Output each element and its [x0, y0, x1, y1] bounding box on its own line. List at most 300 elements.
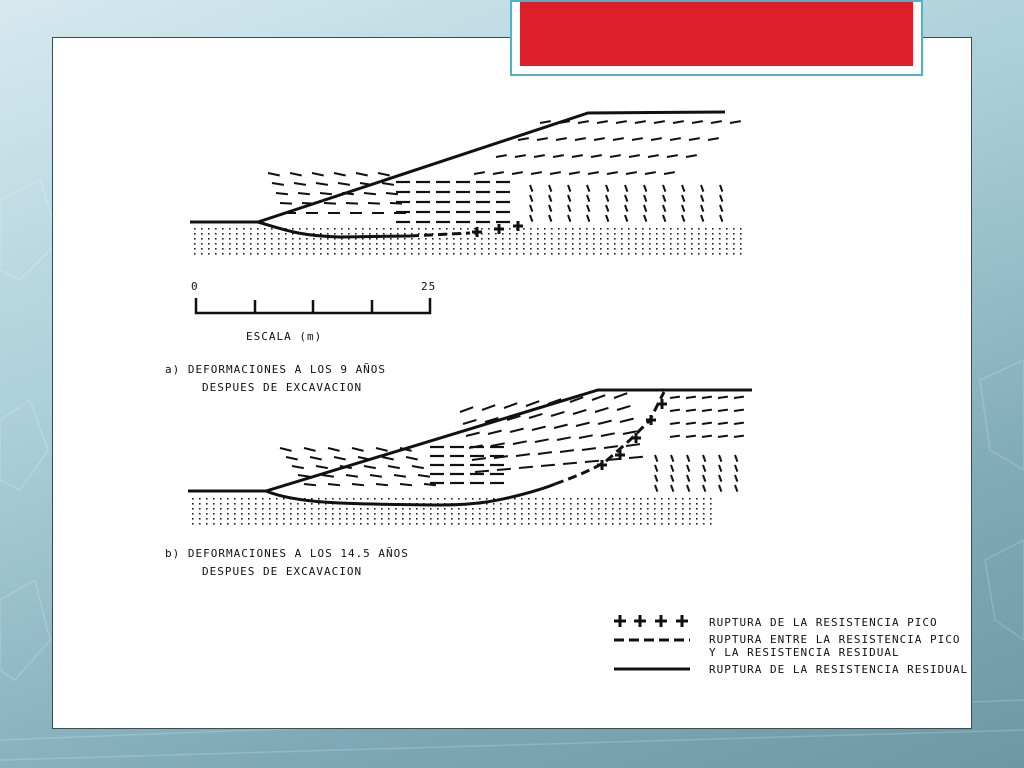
foundation-dot [430, 508, 432, 510]
foundation-dot [355, 253, 357, 255]
foundation-dot [577, 508, 579, 510]
foundation-dot [621, 253, 623, 255]
foundation-dot [698, 253, 700, 255]
foundation-dot [530, 253, 532, 255]
foundation-dot [486, 508, 488, 510]
foundation-dot [698, 248, 700, 250]
foundation-dot [418, 248, 420, 250]
foundation-dot [647, 503, 649, 505]
foundation-dot [306, 243, 308, 245]
foundation-dot [360, 513, 362, 515]
foundation-dot [677, 233, 679, 235]
foundation-dot [544, 243, 546, 245]
foundation-dot [248, 503, 250, 505]
foundation-dot [598, 503, 600, 505]
foundation-dot [411, 248, 413, 250]
foundation-dot [507, 508, 509, 510]
foundation-dot [299, 243, 301, 245]
foundation-dot [733, 248, 735, 250]
foundation-dot [528, 503, 530, 505]
foundation-dot [670, 233, 672, 235]
foundation-dot [696, 498, 698, 500]
foundation-dot [656, 243, 658, 245]
foundation-dot [290, 508, 292, 510]
foundation-dot [397, 238, 399, 240]
foundation-dot [696, 518, 698, 520]
foundation-dot [654, 513, 656, 515]
foundation-dot [619, 498, 621, 500]
deformation-dash [663, 215, 665, 222]
foundation-dot [367, 518, 369, 520]
foundation-dot [591, 523, 593, 525]
foundation-dot [635, 248, 637, 250]
foundation-dot [598, 513, 600, 515]
deformation-dash [606, 195, 608, 202]
foundation-dot [502, 248, 504, 250]
foundation-dot [395, 508, 397, 510]
foundation-dot [710, 498, 712, 500]
foundation-dot [395, 518, 397, 520]
foundation-dot [584, 508, 586, 510]
deformation-dash [328, 484, 340, 485]
deformation-dash [482, 405, 495, 410]
foundation-dot [206, 503, 208, 505]
deformation-dash [667, 155, 678, 157]
foundation-dot [397, 253, 399, 255]
foundation-dot [642, 228, 644, 230]
deformation-dash [530, 205, 532, 212]
foundation-dot [633, 518, 635, 520]
foundation-dot [425, 243, 427, 245]
deformation-dash [687, 475, 689, 482]
foundation-dot [565, 243, 567, 245]
deformation-dash [735, 485, 737, 492]
foundation-dot [607, 243, 609, 245]
foundation-dot [360, 508, 362, 510]
foundation-dot [733, 228, 735, 230]
foundation-dot [528, 508, 530, 510]
foundation-dot [206, 523, 208, 525]
foundation-dot [201, 243, 203, 245]
deformation-dash [620, 419, 634, 422]
foundation-dot [677, 248, 679, 250]
deformation-dash [592, 395, 605, 400]
foundation-dot [682, 513, 684, 515]
foundation-dot [486, 498, 488, 500]
foundation-dot [549, 503, 551, 505]
foundation-dot [684, 243, 686, 245]
deformation-dash [644, 215, 646, 222]
foundation-dot [612, 513, 614, 515]
foundation-dot [383, 248, 385, 250]
foundation-dot [691, 253, 693, 255]
foundation-dot [537, 253, 539, 255]
foundation-dot [635, 233, 637, 235]
deformation-dash [703, 475, 705, 482]
foundation-dot [549, 508, 551, 510]
diagram-b-residual-rupture-line [266, 484, 555, 505]
deformation-dash [670, 436, 680, 437]
foundation-dot [472, 513, 474, 515]
foundation-dot [703, 513, 705, 515]
legend-residual-label: RUPTURA DE LA RESISTENCIA RESIDUAL [709, 663, 969, 676]
foundation-dot [334, 253, 336, 255]
foundation-dot [691, 248, 693, 250]
foundation-dot [633, 498, 635, 500]
deformation-dash [735, 455, 737, 462]
deformation-dash [663, 205, 665, 212]
foundation-dot [621, 238, 623, 240]
deformation-dash [504, 403, 517, 408]
foundation-dot [619, 513, 621, 515]
deformation-dash [491, 443, 505, 446]
foundation-dot [192, 518, 194, 520]
foundation-dot [633, 513, 635, 515]
deformation-dash [334, 457, 346, 460]
deformation-dash [734, 410, 744, 411]
foundation-dot [628, 233, 630, 235]
foundation-dot [299, 238, 301, 240]
foundation-dot [215, 228, 217, 230]
deformation-dash [378, 173, 390, 176]
foundation-dot [243, 233, 245, 235]
foundation-dot [292, 228, 294, 230]
deformation-dash [718, 410, 728, 411]
foundation-dot [453, 228, 455, 230]
foundation-dot [710, 513, 712, 515]
foundation-dot [551, 228, 553, 230]
foundation-dot [649, 243, 651, 245]
foundation-dot [661, 498, 663, 500]
foundation-dot [227, 518, 229, 520]
foundation-dot [605, 518, 607, 520]
deformation-dash [556, 138, 567, 140]
foundation-dot [402, 523, 404, 525]
foundation-dot [451, 523, 453, 525]
foundation-dot [283, 513, 285, 515]
foundation-dot [458, 498, 460, 500]
foundation-dot [460, 243, 462, 245]
foundation-dot [495, 243, 497, 245]
foundation-dot [740, 248, 742, 250]
deformation-dash [572, 155, 583, 157]
foundation-dot [523, 228, 525, 230]
foundation-dot [285, 248, 287, 250]
foundation-dot [313, 253, 315, 255]
foundation-dot [409, 498, 411, 500]
foundation-dot [297, 513, 299, 515]
foundation-dot [479, 498, 481, 500]
deformation-dash [604, 446, 618, 448]
deformation-dash [466, 433, 480, 436]
foundation-dot [668, 513, 670, 515]
foundation-dot [388, 513, 390, 515]
foundation-dot [521, 513, 523, 515]
foundation-dot [360, 523, 362, 525]
foundation-dot [640, 503, 642, 505]
foundation-dot [234, 518, 236, 520]
foundation-dot [192, 498, 194, 500]
foundation-dot [278, 233, 280, 235]
deformation-dash [540, 121, 551, 123]
foundation-dot [635, 253, 637, 255]
foundation-dot [682, 518, 684, 520]
foundation-dot [605, 513, 607, 515]
foundation-dot [213, 503, 215, 505]
foundation-dot [530, 228, 532, 230]
foundation-dot [332, 523, 334, 525]
foundation-dot [640, 513, 642, 515]
foundation-dot [488, 253, 490, 255]
foundation-dot [276, 518, 278, 520]
foundation-dot [488, 243, 490, 245]
foundation-dot [565, 248, 567, 250]
foundation-dot [577, 513, 579, 515]
foundation-dot [661, 518, 663, 520]
deformation-dash [663, 195, 665, 202]
foundation-dot [586, 253, 588, 255]
foundation-dot [451, 518, 453, 520]
foundation-dot [495, 238, 497, 240]
foundation-dot [626, 503, 628, 505]
deformation-dash [530, 195, 532, 202]
foundation-dot [628, 248, 630, 250]
foundation-dot [577, 503, 579, 505]
foundation-dot [199, 503, 201, 505]
foundation-dot [600, 253, 602, 255]
foundation-dot [241, 498, 243, 500]
foundation-dot [535, 518, 537, 520]
deformation-dash [671, 455, 673, 462]
foundation-dot [535, 508, 537, 510]
foundation-dot [712, 243, 714, 245]
foundation-dot [675, 498, 677, 500]
foundation-dot [661, 523, 663, 525]
deformation-dash [386, 193, 398, 194]
foundation-dot [313, 238, 315, 240]
foundation-dot [437, 513, 439, 515]
deformation-dash [493, 172, 504, 174]
deformation-dash [718, 423, 728, 424]
foundation-dot [374, 513, 376, 515]
foundation-dot [374, 498, 376, 500]
foundation-dot [353, 508, 355, 510]
deformation-dash [412, 466, 424, 468]
foundation-dot [586, 233, 588, 235]
foundation-dot [416, 498, 418, 500]
foundation-dot [500, 503, 502, 505]
foundation-dot [740, 228, 742, 230]
foundation-dot [719, 243, 721, 245]
foundation-dot [376, 243, 378, 245]
deformation-dash [686, 436, 696, 437]
foundation-dot [227, 503, 229, 505]
foundation-dot [654, 498, 656, 500]
deformation-dash [720, 185, 722, 192]
foundation-dot [535, 498, 537, 500]
foundation-dot [430, 518, 432, 520]
deformation-dash [538, 452, 552, 454]
foundation-dot [563, 508, 565, 510]
deformation-dash [645, 172, 656, 174]
foundation-dot [551, 243, 553, 245]
foundation-dot [234, 498, 236, 500]
foundation-dot [215, 238, 217, 240]
foundation-dot [710, 503, 712, 505]
foundation-dot [572, 253, 574, 255]
foundation-dot [311, 518, 313, 520]
foundation-dot [668, 498, 670, 500]
deformation-dash [625, 215, 627, 222]
foundation-dot [388, 498, 390, 500]
foundation-dot [297, 508, 299, 510]
foundation-dot [647, 498, 649, 500]
foundation-dot [311, 498, 313, 500]
foundation-dot [542, 513, 544, 515]
foundation-dot [383, 233, 385, 235]
foundation-dot [269, 523, 271, 525]
foundation-dot [215, 233, 217, 235]
foundation-dot [698, 238, 700, 240]
foundation-dot [236, 233, 238, 235]
foundation-dot [376, 238, 378, 240]
deformation-dash [708, 138, 719, 140]
foundation-dot [628, 253, 630, 255]
deformation-dash [585, 461, 599, 462]
foundation-dot [654, 523, 656, 525]
foundation-dot [262, 503, 264, 505]
foundation-dot [556, 513, 558, 515]
foundation-dot [206, 498, 208, 500]
foundation-dot [381, 513, 383, 515]
deformation-dash [286, 457, 298, 460]
foundation-dot [437, 508, 439, 510]
foundation-dot [537, 233, 539, 235]
foundation-dot [257, 228, 259, 230]
foundation-dot [486, 513, 488, 515]
foundation-dot [542, 523, 544, 525]
foundation-dot [418, 238, 420, 240]
deformation-dash [304, 448, 316, 451]
foundation-dot [390, 253, 392, 255]
foundation-dot [663, 238, 665, 240]
foundation-dot [488, 248, 490, 250]
legend-intermediate-label-line1: RUPTURA ENTRE LA RESISTENCIA PICO [709, 633, 961, 646]
foundation-dot [446, 243, 448, 245]
foundation-dot [612, 508, 614, 510]
deformation-dash [497, 469, 511, 470]
foundation-dot [353, 523, 355, 525]
foundation-dot [313, 228, 315, 230]
foundation-dot [404, 228, 406, 230]
foundation-dot [696, 508, 698, 510]
foundation-dot [227, 513, 229, 515]
deformation-dash [719, 455, 721, 462]
foundation-dot [264, 243, 266, 245]
foundation-dot [621, 228, 623, 230]
foundation-dot [271, 248, 273, 250]
foundation-dot [283, 508, 285, 510]
deformation-dash [606, 205, 608, 212]
foundation-dot [409, 518, 411, 520]
foundation-dot [570, 518, 572, 520]
foundation-dot [451, 508, 453, 510]
foundation-dot [199, 513, 201, 515]
foundation-dot [684, 253, 686, 255]
foundation-dot [264, 233, 266, 235]
foundation-dot [320, 248, 322, 250]
foundation-dot [367, 523, 369, 525]
foundation-dot [446, 253, 448, 255]
foundation-dot [677, 228, 679, 230]
foundation-dot [339, 513, 341, 515]
foundation-dot [201, 233, 203, 235]
deformation-dash [703, 455, 705, 462]
deformation-dash [290, 173, 302, 176]
foundation-dot [696, 513, 698, 515]
deformation-dash [488, 431, 502, 434]
foundation-dot [670, 248, 672, 250]
foundation-dot [430, 498, 432, 500]
foundation-dot [285, 233, 287, 235]
deformation-dash [418, 475, 430, 477]
foundation-dot [241, 513, 243, 515]
foundation-dot [726, 238, 728, 240]
foundation-dot [472, 523, 474, 525]
foundation-dot [327, 233, 329, 235]
foundation-dot [703, 498, 705, 500]
foundation-dot [516, 238, 518, 240]
foundation-dot [248, 523, 250, 525]
foundation-dot [348, 243, 350, 245]
foundation-dot [633, 508, 635, 510]
deformation-dash [632, 138, 643, 140]
foundation-dot [712, 253, 714, 255]
foundation-dot [502, 243, 504, 245]
diagram-a [190, 112, 742, 255]
deformation-dash [635, 121, 646, 123]
legend-peak-symbol [614, 615, 688, 627]
foundation-dot [334, 248, 336, 250]
foundation-dot [570, 508, 572, 510]
deformation-dash [718, 436, 728, 437]
foundation-dot [689, 518, 691, 520]
foundation-dot [474, 243, 476, 245]
foundation-dot [411, 228, 413, 230]
deformation-dash [664, 172, 675, 174]
deformation-dash [734, 436, 744, 437]
foundation-dot [367, 513, 369, 515]
deformation-dash [701, 215, 703, 222]
foundation-dot [696, 503, 698, 505]
foundation-dot [432, 238, 434, 240]
foundation-dot [374, 518, 376, 520]
deformation-dash [537, 138, 548, 140]
foundation-dot [712, 238, 714, 240]
foundation-dot [355, 243, 357, 245]
deformation-dash [557, 437, 571, 440]
foundation-dot [530, 243, 532, 245]
foundation-dot [614, 253, 616, 255]
foundation-dot [691, 233, 693, 235]
foundation-dot [243, 238, 245, 240]
foundation-dot [523, 233, 525, 235]
foundation-dot [304, 503, 306, 505]
foundation-dot [388, 518, 390, 520]
foundation-dot [397, 243, 399, 245]
foundation-dot [257, 248, 259, 250]
foundation-dot [236, 248, 238, 250]
